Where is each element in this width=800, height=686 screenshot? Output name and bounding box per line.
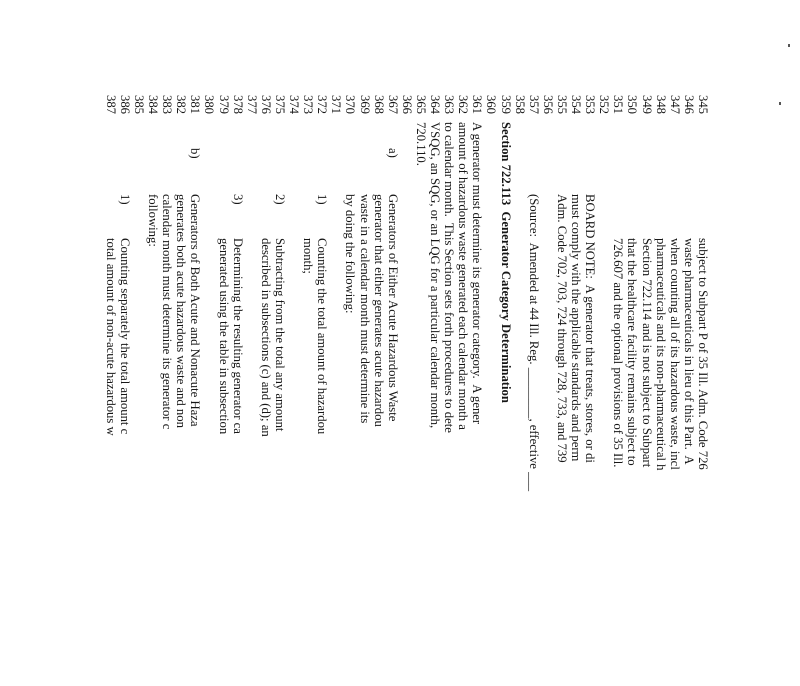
line-number: 354 — [569, 94, 584, 114]
line-text: waste in a calendar month must determine its — [357, 194, 372, 424]
line-text: subject to Subpart P of 35 Ill. Adm. Code 726 — [696, 238, 710, 470]
line-text: Adm. Code 702, 703, 724 through 728, 733, and 739 — [555, 194, 569, 463]
line-text: following: — [146, 194, 161, 247]
section-heading: Section 722.113 Generator Category Determination — [498, 122, 513, 403]
document-line — [428, 86, 442, 686]
document-line — [597, 86, 611, 686]
list-marker: 3) — [230, 194, 245, 205]
document-line — [400, 86, 414, 686]
document-line — [527, 86, 541, 686]
line-number: 347 — [667, 94, 682, 114]
line-number: 368 — [371, 94, 386, 114]
line-number: 384 — [146, 94, 161, 114]
paragraph-lead: Determining the resulting generator ca — [230, 238, 245, 434]
document-line — [188, 86, 202, 686]
line-text: total amount of non-acute hazardous w — [103, 238, 118, 436]
document-line — [668, 86, 682, 686]
line-number: 349 — [639, 94, 654, 114]
document-line — [301, 86, 315, 686]
list-marker: a) — [385, 148, 400, 158]
document-line — [541, 86, 555, 686]
line-number: 378 — [230, 94, 245, 114]
document-line — [104, 86, 118, 686]
line-number: 357 — [526, 94, 541, 114]
document-line — [217, 86, 231, 686]
line-number: 375 — [273, 94, 287, 114]
line-number: 352 — [597, 94, 612, 114]
paragraph-lead: Generators of Either Acute Hazardous Waste — [385, 194, 400, 422]
line-number: 351 — [611, 94, 626, 114]
document-line — [696, 86, 710, 686]
line-number: 385 — [132, 94, 146, 114]
line-number: 370 — [343, 94, 358, 114]
line-text: pharmaceuticals and its non-pharmaceutical h — [653, 238, 668, 471]
paragraph-lead: Counting the total amount of hazardou — [315, 238, 330, 435]
document-line — [132, 86, 146, 686]
list-marker: 2) — [273, 194, 287, 205]
document-line — [470, 86, 484, 686]
line-number: 386 — [117, 94, 132, 114]
line-number: 365 — [414, 94, 428, 114]
document-line — [513, 86, 527, 686]
line-number: 367 — [385, 94, 400, 114]
line-number: 359 — [498, 94, 513, 114]
document-line — [160, 86, 174, 686]
document-line — [231, 86, 245, 686]
document-line — [273, 86, 287, 686]
document-line — [640, 86, 654, 686]
line-text: generates both acute hazardous waste and non — [174, 194, 189, 428]
document-line — [555, 86, 569, 686]
document-line — [456, 86, 470, 686]
document-line — [287, 86, 301, 686]
list-marker: 1) — [315, 194, 330, 205]
line-number: 380 — [202, 94, 217, 114]
line-text: VSQG, an SQG, or an LQG for a particular calendar month, — [428, 122, 443, 429]
line-text: 720.110. — [414, 122, 428, 166]
document-line — [329, 86, 343, 686]
document-line — [203, 86, 217, 686]
document-line — [386, 86, 400, 686]
line-text: generated using the table in subsection — [216, 238, 231, 435]
document-line — [442, 86, 456, 686]
line-number: 377 — [244, 94, 259, 114]
line-text: (Source: Amended at 44 Ill. Reg. ________, effective ___ — [526, 194, 541, 492]
line-number: 360 — [484, 94, 499, 114]
document-line — [118, 86, 132, 686]
list-marker: b) — [188, 148, 203, 159]
line-text: by doing the following: — [343, 194, 358, 314]
document-line — [174, 86, 188, 686]
line-text: waste pharmaceuticals in lieu of this Part. A — [681, 238, 696, 465]
line-number: 382 — [174, 94, 189, 114]
line-text: generator that either generates acute hazardou — [371, 194, 386, 427]
line-text: month; — [301, 238, 316, 274]
line-number: 356 — [540, 94, 555, 114]
line-number: 361 — [470, 94, 485, 114]
line-text: 726.607 and the optional provisions of 35 Ill. — [611, 238, 626, 468]
document-line — [245, 86, 259, 686]
paragraph-lead: Subtracting from the total any amount — [273, 238, 287, 432]
line-number: 350 — [625, 94, 640, 114]
document-line — [499, 86, 513, 686]
document-line — [485, 86, 499, 686]
line-number: 372 — [315, 94, 330, 114]
document-line — [358, 86, 372, 686]
document-line — [414, 86, 428, 686]
line-number: 346 — [681, 94, 696, 114]
scan-speck — [788, 44, 790, 47]
document-line — [626, 86, 640, 686]
line-number: 362 — [456, 94, 471, 114]
document-line — [654, 86, 668, 686]
line-number: 363 — [442, 94, 457, 114]
document-line — [146, 86, 160, 686]
line-text: Section 722.114 and is not subject to Subpart — [639, 238, 654, 468]
document-line — [372, 86, 386, 686]
line-number: 353 — [583, 94, 598, 114]
line-number: 371 — [329, 94, 344, 114]
line-number: 383 — [160, 94, 175, 114]
line-text: that the healthcare facility remains subject to — [625, 238, 640, 466]
line-number: 373 — [301, 94, 316, 114]
scan-speck — [779, 102, 781, 105]
line-number: 358 — [512, 94, 527, 114]
paragraph-lead: Counting separately the total amount c — [117, 238, 132, 435]
line-number: 376 — [258, 94, 273, 114]
document-line — [315, 86, 329, 686]
document-line — [611, 86, 625, 686]
document-line — [344, 86, 358, 686]
line-text: described in subsections (c) and (d); an — [258, 238, 273, 437]
line-text: must comply with the applicable standards and perm — [569, 194, 584, 462]
line-number: 374 — [287, 94, 302, 114]
line-number: 345 — [696, 94, 710, 114]
line-text: when counting all of its hazardous waste, incl — [667, 238, 682, 470]
line-text: amount of hazardous waste generated each calendar month a — [456, 122, 471, 430]
list-marker: 1) — [117, 194, 132, 205]
line-number: 381 — [188, 94, 203, 114]
document-line — [682, 86, 696, 686]
line-text: A generator must determine its generator category. A gener — [470, 122, 485, 425]
document-line — [583, 86, 597, 686]
line-text: calendar month must determine its generator c — [160, 194, 175, 430]
line-text: BOARD NOTE: A generator that treats, stores, or di — [583, 194, 598, 463]
line-number: 348 — [653, 94, 668, 114]
line-number: 355 — [555, 94, 569, 114]
line-text: to calendar month. This Section sets forth procedures to dete — [442, 122, 457, 433]
line-number: 387 — [103, 94, 118, 114]
line-number: 379 — [216, 94, 231, 114]
document-line — [569, 86, 583, 686]
line-number: 364 — [428, 94, 443, 114]
document-line — [259, 86, 273, 686]
paragraph-lead: Generators of Both Acute and Nonacute Haza — [188, 194, 203, 427]
rotated-document-page — [4, 86, 710, 686]
line-number: 369 — [357, 94, 372, 114]
line-number: 366 — [399, 94, 414, 114]
